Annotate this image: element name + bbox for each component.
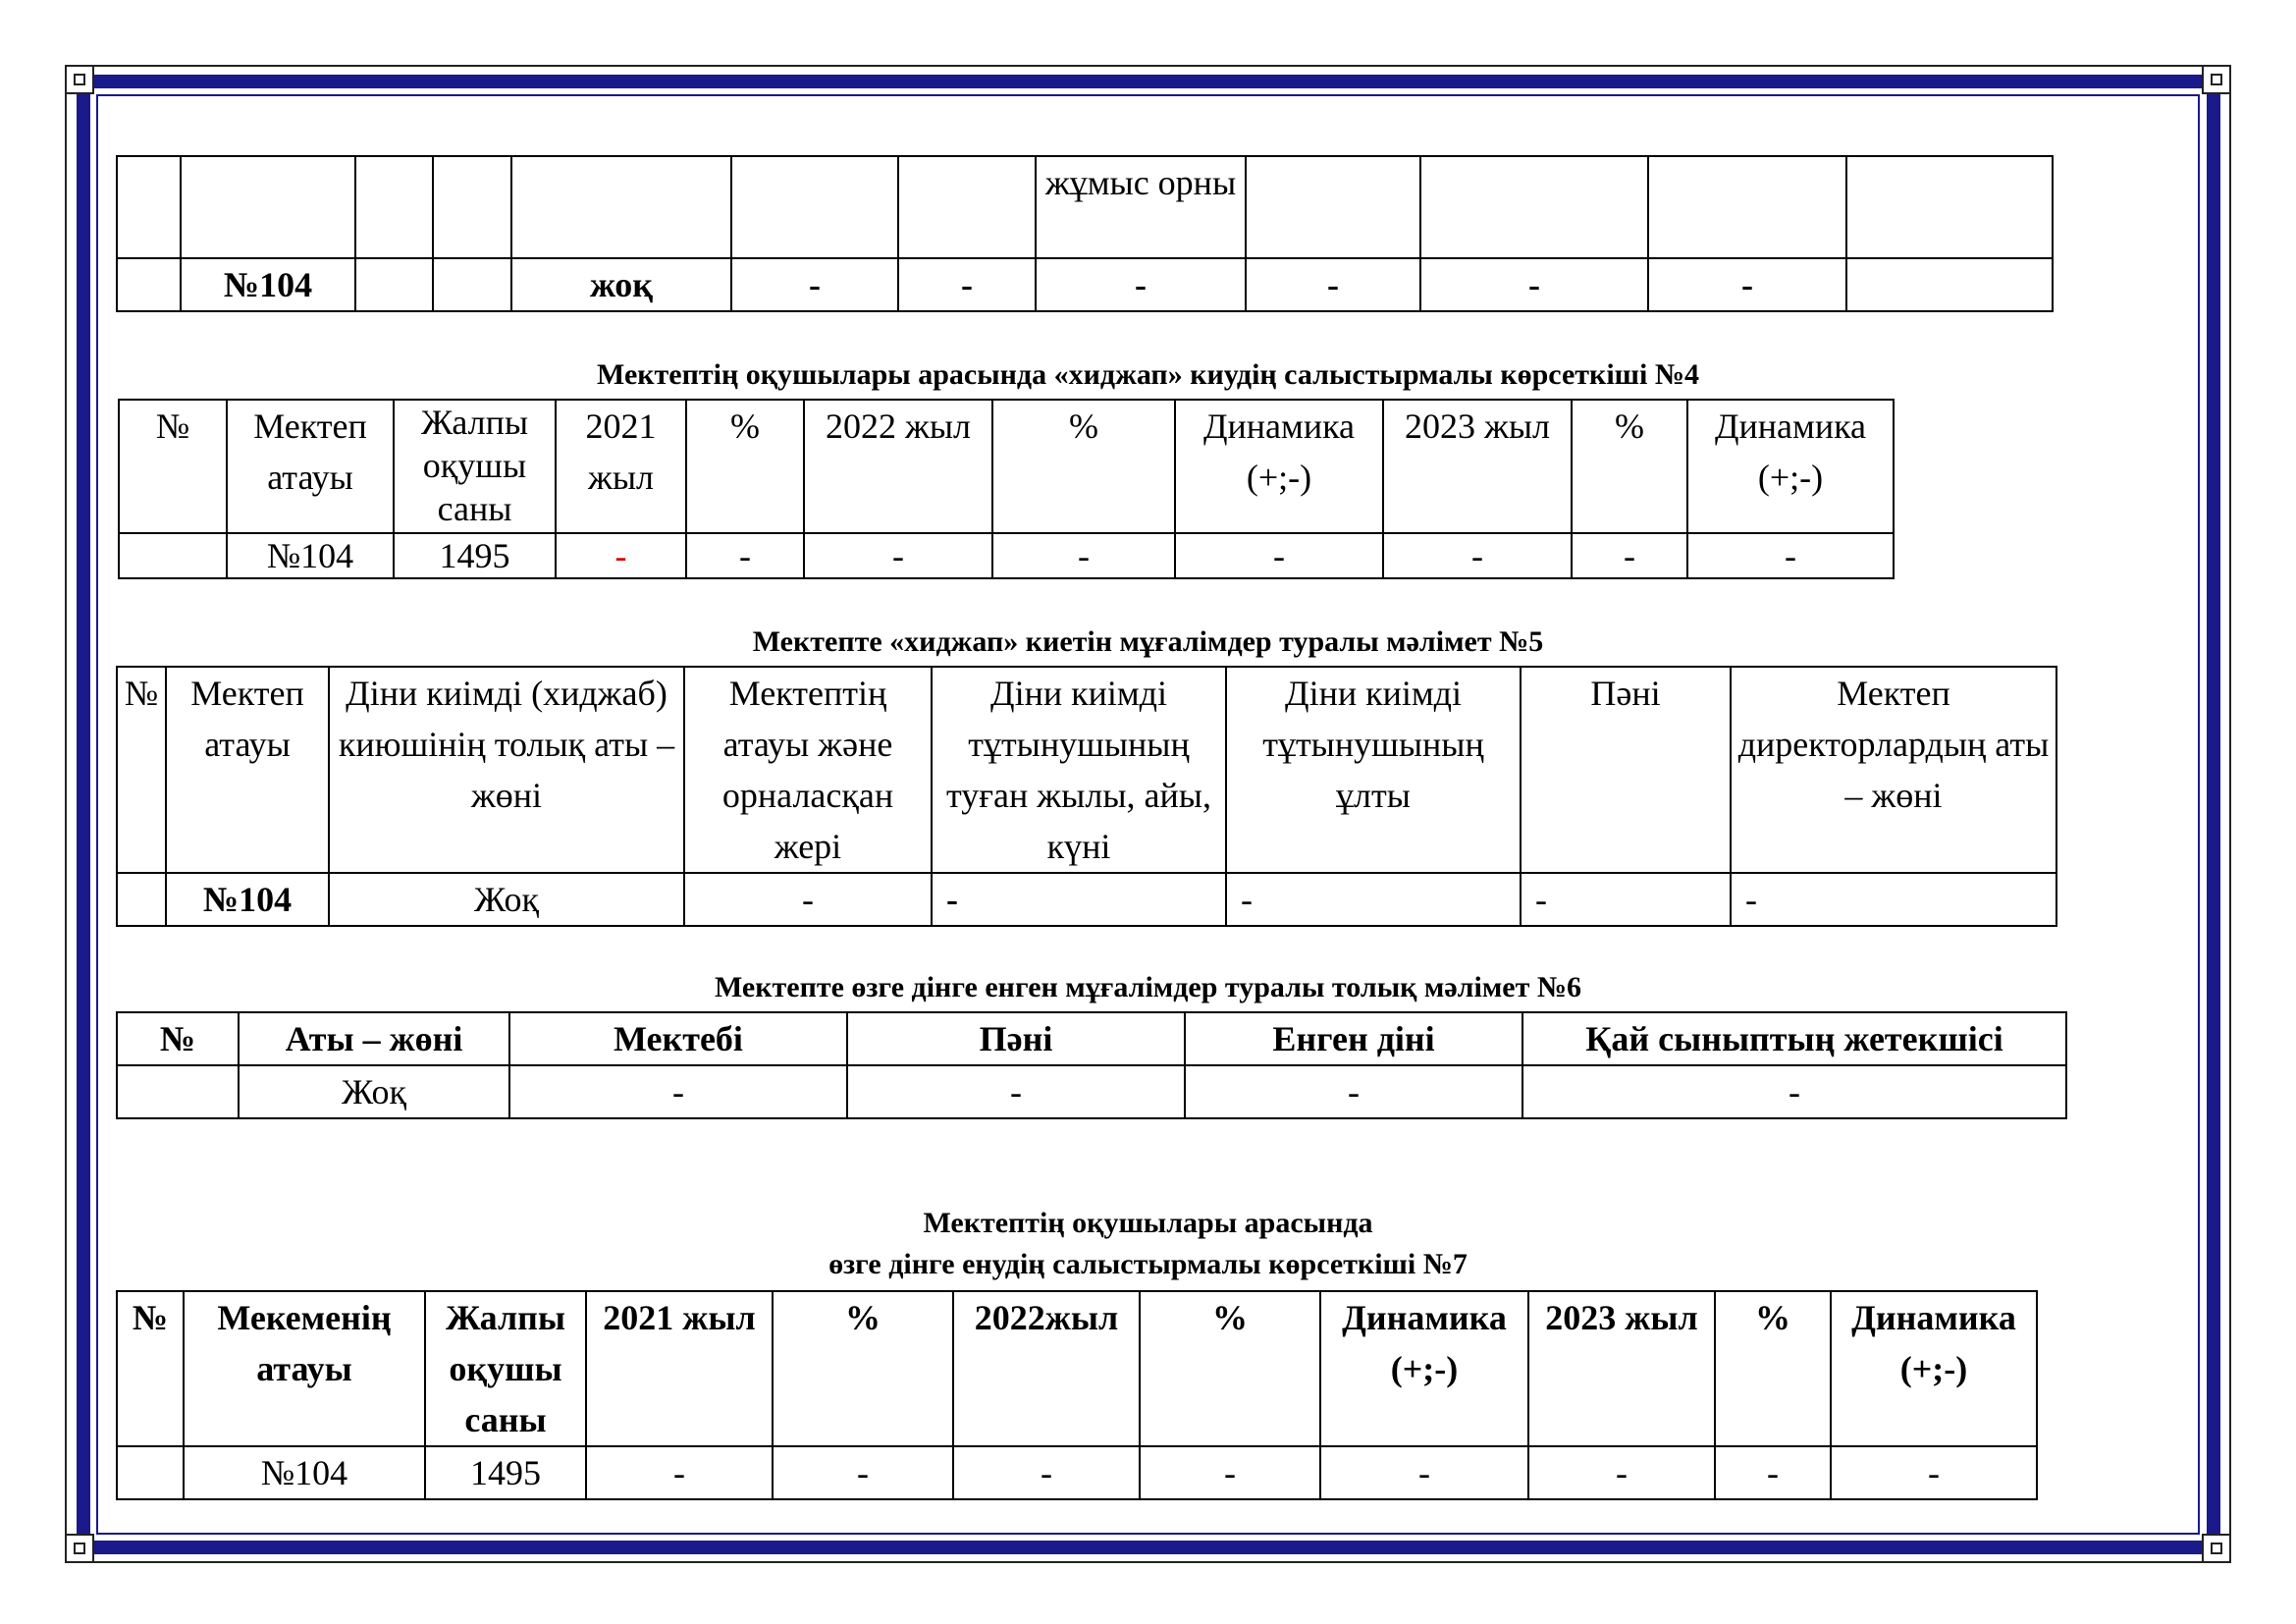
table-cell: - [773,1446,953,1499]
column-header: Енген діні [1185,1012,1522,1065]
column-header: Мектеп атауы [227,400,394,533]
frame-corner-ornament [2202,1534,2231,1563]
table-cell: - [1687,533,1894,578]
column-header: % [773,1291,953,1446]
frame-corner-ornament [65,65,94,94]
table-cell: - [1731,873,2056,926]
table-cell [117,873,166,926]
table-cell: - [1246,258,1420,311]
table-cell [117,1065,239,1118]
table-header-row [117,667,2056,873]
table-cell [117,258,181,311]
table-cell: - [1185,1065,1522,1118]
column-header: 2023 жыл [1528,1291,1715,1446]
table-cell: - [1831,1446,2037,1499]
table-cell [1846,258,2053,311]
table-header-row [117,1291,2037,1446]
table-cell: - [686,533,804,578]
column-header: % [992,400,1175,533]
table-cell: - [509,1065,847,1118]
column-header: Мекеменің атауы [184,1291,425,1446]
column-header: Мектебі [509,1012,847,1065]
table-cell: №104 [181,258,355,311]
table-row [117,258,2053,311]
column-header: 2022 жыл [804,400,992,533]
column-header: Қай сыныптың жетекшісі [1522,1012,2066,1065]
table-cell: - [1648,258,1846,311]
table-cell: - [804,533,992,578]
table-cell: - [847,1065,1185,1118]
table-cell: №104 [184,1446,425,1499]
table-cell: - [898,258,1036,311]
column-header: № [119,400,227,533]
column-header: 2023 жыл [1383,400,1572,533]
column-header: 2022жыл [953,1291,1140,1446]
table-cell: - [684,873,932,926]
table-cell: - [1140,1446,1320,1499]
table-cell-highlight: - [556,533,686,578]
column-header: № [117,1291,184,1446]
table-cell: жұмыс орны [1036,156,1246,258]
table-cell [1846,156,2053,258]
table-cell: Жоқ [239,1065,509,1118]
column-header: Динамика (+;-) [1687,400,1894,533]
column-header: % [1140,1291,1320,1446]
column-header: Діни киімді тұтынушының ұлты [1226,667,1521,873]
table-cell: - [1420,258,1648,311]
table7 [116,1290,2038,1500]
table-cell [1246,156,1420,258]
table7-caption-line2: өзге дінге енудің салыстырмалы көрсеткіші №7 [828,1248,1468,1280]
column-header: № [117,1012,239,1065]
table-cell [355,258,433,311]
column-header: % [686,400,804,533]
table5-caption: Мектепте «хиджап» киетін мұғалімдер туралы мәлімет №5 [752,625,1544,658]
table-cell [898,156,1036,258]
table-cell: - [1175,533,1383,578]
column-header: Мектептің атауы және орналасқан жері [684,667,932,873]
table-row [117,1065,2066,1118]
table-cell: - [1715,1446,1831,1499]
table-cell: 1495 [394,533,556,578]
table-top-continuation [116,155,2054,312]
column-header: Динамика (+;-) [1831,1291,2037,1446]
column-header: % [1715,1291,1831,1446]
table-cell [433,156,511,258]
column-header: Пәні [1521,667,1731,873]
table-cell: - [1383,533,1572,578]
table-header-row [117,1012,2066,1065]
table-row [117,1446,2037,1499]
table-row [117,873,2056,926]
table4-caption: Мектептің оқушылары арасында «хиджап» киудің салыстырмалы көрсеткіші №4 [597,358,1699,391]
column-header: Діни киімді тұтынушының туған жылы, айы, күні [932,667,1226,873]
column-header: Пәні [847,1012,1185,1065]
table5 [116,666,2057,927]
table6 [116,1011,2067,1119]
table-cell: - [1036,258,1246,311]
table-cell: - [1528,1446,1715,1499]
table-cell: - [1522,1065,2066,1118]
table-cell: №104 [227,533,394,578]
table-cell: - [1572,533,1687,578]
table-cell [181,156,355,258]
table-cell: - [953,1446,1140,1499]
table-cell [117,156,181,258]
table-cell [355,156,433,258]
table-cell [1648,156,1846,258]
frame-corner-ornament [65,1534,94,1563]
table-cell [731,156,898,258]
column-header: % [1572,400,1687,533]
column-header: Жалпы оқушы саны [425,1291,586,1446]
table-cell: - [731,258,898,311]
column-header: Мектеп атауы [166,667,329,873]
table7-caption-line1: Мектептің оқушылары арасында [923,1207,1373,1239]
column-header: Динамика (+;-) [1175,400,1383,533]
table-cell [117,1446,184,1499]
table-cell: жоқ [511,258,731,311]
column-header: Діни киімді (хиджаб) киюшінің толық аты –жөні [329,667,684,873]
table-cell: - [1521,873,1731,926]
table-cell: Жоқ [329,873,684,926]
table-cell: - [992,533,1175,578]
column-header: 2021 жыл [586,1291,773,1446]
table-header-row [119,400,1894,533]
column-header: 2021 жыл [556,400,686,533]
table-row [117,156,2053,258]
column-header: Жалпы оқушы саны [394,400,556,533]
table6-caption: Мектепте өзге дінге енген мұғалімдер туралы толық мәлімет №6 [715,971,1581,1003]
table-cell: - [1320,1446,1528,1499]
table-row [119,533,1894,578]
table-cell: №104 [166,873,329,926]
table-cell [119,533,227,578]
column-header: № [117,667,166,873]
column-header: Динамика (+;-) [1320,1291,1528,1446]
column-header: Аты – жөні [239,1012,509,1065]
frame-corner-ornament [2202,65,2231,94]
table-cell: 1495 [425,1446,586,1499]
table-cell: - [932,873,1226,926]
table-cell [433,258,511,311]
table-cell: - [1226,873,1521,926]
table-cell [511,156,731,258]
table-cell [1420,156,1648,258]
table-cell: - [586,1446,773,1499]
column-header: Мектеп директорлардың аты – жөні [1731,667,2056,873]
table4 [118,399,1895,579]
